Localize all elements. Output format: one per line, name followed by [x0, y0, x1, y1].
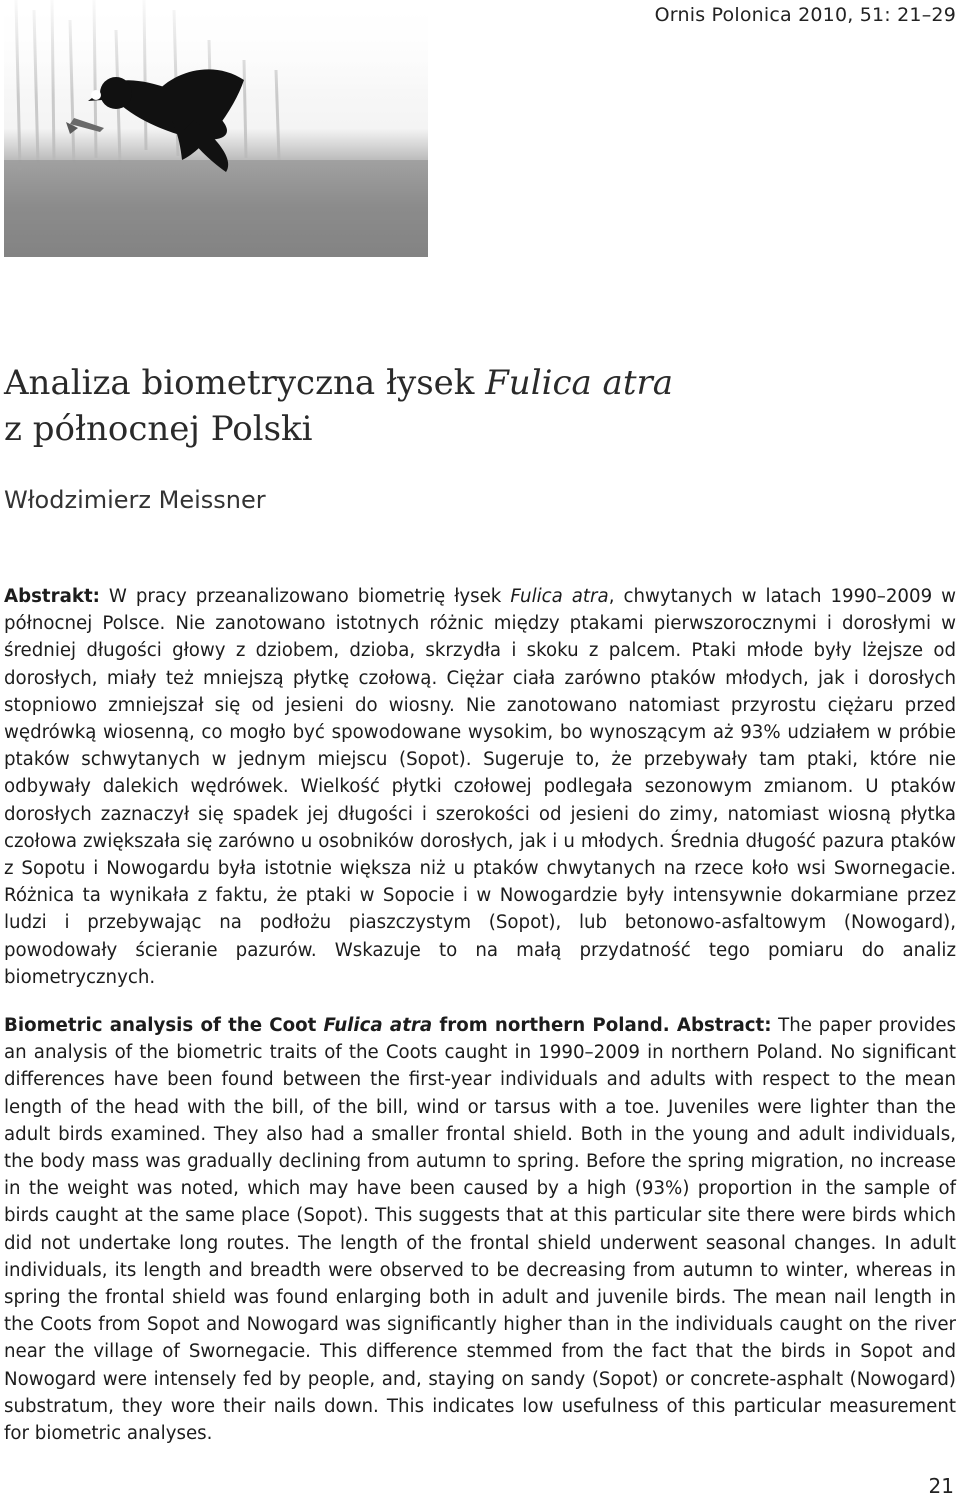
abstract-pl-species: Fulica atra	[510, 586, 609, 607]
title-species-name: Fulica atra	[485, 363, 674, 403]
abstract-pl-body: , chwytanych w latach 1990–2009 w północnej Polsce. Nie zanotowano istotnych różnic między ptakami pierwszorocznymi i dorosłymi w średniej długości głowy z dziobem, dzioba, skrzydła i skoku z palcem. Ptaki młode były lżejsze od dorosłych, miały też mniejszą płytkę czołową. Ciężar ciała zarówno ptaków młodych, jak i dorosłych stopniowo zmniejszał się od jesieni do wiosny. Nie zanotowano natomiast przyrostu ciężaru przed wędrówką wiosenną, co mogło być spowodowane wysokim, bo wynoszącym aż 93% udziałem w próbie ptaków schwytanych w jednym miejscu (Sopot). Sugeruje to, że przebywały tam ptaki, które nie odbywały dalekich wędrówek. Wielkość płytki czołowej podlegała sezonowym zmianom. U ptaków dorosłych zaznaczył się spadek jej długości i szerokości od jesieni do zimy, natomiast wiosną płytka czołowa zwiększała się zarówno u osobników dorosłych, jak i u młodych. Średnia długość pazura ptaków z Sopotu i Nowogardu była istotnie większa niż u ptaków chwytanych na rzece koło wsi Swornegacie. Różnica ta wynikała z faktu, że ptaki w Sopocie i w Nowogardzie były intensywnie dokarmiane przez ludzi i przebywając na podłożu piaszczystym (Sopot), lub betonowo-asfaltowym (Nowogard), powodowały ścieranie pazurów. Wskazuje to na małą przydatność tego pomiaru do analiz biometrycznych.	[4, 586, 956, 988]
abstract-en-lead-pre: Biometric analysis of the Coot	[4, 1015, 324, 1036]
page-number: 21	[928, 1474, 954, 1498]
abstract-polish	[4, 583, 956, 991]
abstract-en-lead-post: from northern Poland. Abstract:	[432, 1015, 772, 1036]
author-name: Włodzimierz Meissner	[4, 486, 266, 514]
abstract-pl-lead: Abstrakt:	[4, 586, 100, 607]
abstract-pl-pre: W pracy przeanalizowano biometrię łysek	[99, 586, 511, 607]
abstract-english	[4, 1012, 956, 1447]
paper-title	[4, 360, 944, 452]
title-line1-prefix: Analiza biometryczna łysek	[4, 363, 486, 403]
abstract-en-species: Fulica atra	[323, 1015, 433, 1036]
journal-header: Ornis Polonica 2010, 51: 21–29	[654, 4, 956, 26]
coot-flight-photo	[4, 0, 428, 257]
title-line2: z północnej Polski	[4, 409, 313, 449]
abstract-en-body: The paper provides an analysis of the biometric traits of the Coots caught in 1990–2009 in northern Poland. No significant differences have been found between the first-year individuals and adults with respect to the mean length of the head with the bill, of the bill, wind or tarsus with a toe. Juveniles were lighter than the adult birds examined. They also had a smaller frontal shield. Both in the young and adult individuals, the body mass was gradually declining from autumn to spring. Before the spring migration, no increase in the weight was noted, which may have been caused by a high (93%) proportion in the sample of birds caught at the same place (Sopot). This suggests that at this particular site there were birds which did not undertake long routes. The length of the frontal shield underwent seasonal changes. In adult individuals, its length and breadth were observed to be decreasing from autumn to winter, whereas in spring the frontal shield was found enlarging both in adult and juvenile birds. The mean nail length in the Coots from Sopot and Nowogard was significantly higher than in the individuals caught on the river near the village of Swornegacie. This difference stemmed from the fact that the birds in Sopot and Nowogard were intensely fed by people, and, staying on sandy (Sopot) or concrete-asphalt (Nowogard) substratum, they wore their nails down. This indicates low usefulness of this particular measurement for biometric analyses.	[4, 1015, 956, 1445]
